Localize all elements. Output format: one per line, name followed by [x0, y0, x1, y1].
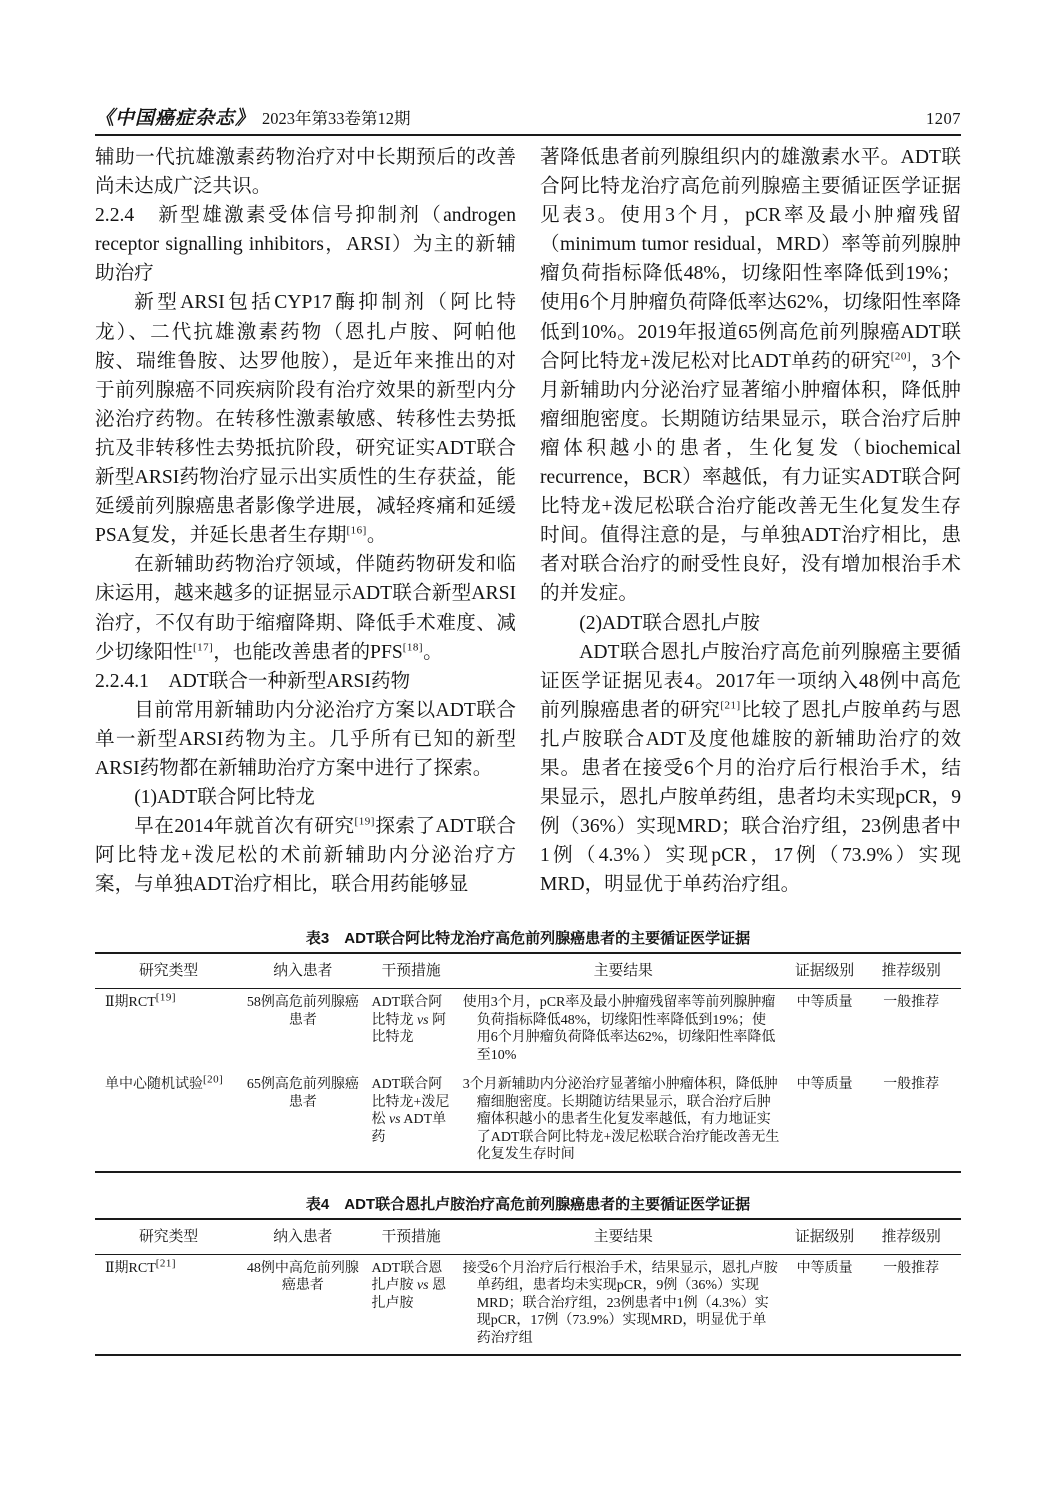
- vs-text: vs: [416, 1012, 429, 1028]
- citation-ref-16: [16]: [346, 524, 367, 537]
- right-column: [540, 143, 961, 930]
- paragraph-text: 新型ARSI包括CYP17酶抑制剂（阿比特龙）、二代抗雄激素药物（恩扎卢胺、阿帕他胺、瑞维鲁胺、达罗他胺），是近年来推出的对于前列腺癌不同疾病阶段有治疗效果的新型内分泌治疗药物。在转移性激素敏感、转移性去势抵抗及非转移性去势抵抗阶段，研究证实ADT联合新型ARSI药物治疗显示出实质性的生存获益，能延缓前列腺癌患者影像学进展，减轻疼痛和延缓PSA复发，并延长患者生存期: [95, 292, 516, 547]
- study-type-text: Ⅱ期RCT: [105, 995, 156, 1010]
- cell-recommendation-level: 一般推荐: [883, 995, 940, 1010]
- paragraph-text: 。: [423, 641, 443, 663]
- subheading-adt-enzalutamide: (2)ADT联合恩扎卢胺: [579, 612, 760, 634]
- intervention-arm-a: ADT联合阿比特龙+泼尼松: [371, 1077, 450, 1127]
- paragraph-arsi-intro: [95, 288, 516, 550]
- table4-title: 表4 ADT联合恩扎卢胺治疗高危前列腺癌患者的主要循证医学证据: [305, 1195, 751, 1213]
- table4-header-main-result: 主要结果: [459, 1219, 788, 1255]
- study-type-text: 单中心随机试验: [105, 1077, 203, 1092]
- cell-patients: 65例高危前列腺癌患者: [246, 1077, 359, 1110]
- table3-block: [95, 929, 961, 1173]
- table3-header-intervention: 干预措施: [363, 953, 458, 989]
- cell-recommendation-level: 一般推荐: [883, 1077, 940, 1092]
- intervention-arm-b: 恩扎卢胺: [371, 1278, 447, 1311]
- paragraph-continuation: 辅助一代抗雄激素药物治疗对中长期预后的改善尚未达成广泛共识。: [95, 147, 516, 198]
- cell-evidence-level: 中等质量: [796, 995, 853, 1010]
- table3: [95, 952, 961, 1173]
- cell-patients: 58例高危前列腺癌患者: [246, 995, 359, 1028]
- table3-header-patients: 纳入患者: [242, 953, 363, 989]
- paragraph-text: 早在2014年就首次有研究: [134, 816, 355, 838]
- cell-study-type: [95, 989, 242, 1072]
- left-column: [95, 143, 516, 930]
- cell-evidence-level: 中等质量: [796, 1077, 853, 1092]
- cell-study-type: [95, 1071, 242, 1172]
- paragraph-text: 比较了恩扎卢胺单药与恩扎卢胺联合ADT及度他雄胺的新辅助治疗的效果。患者在接受6个月的治疗后行根治手术，结果显示，恩扎卢胺单药组，患者均未实现pCR，9例（36%）实现MRD；联合治疗组，23例患者中1例（4.3%）实现pCR，17例（73.9%）实现MRD，明显优于单药治疗组。: [540, 699, 961, 896]
- citation-ref-18: [18]: [402, 641, 424, 654]
- intervention-arm-b: ADT单药: [371, 1112, 447, 1145]
- header-rule: [95, 134, 961, 136]
- citation-ref-21: [21]: [720, 699, 741, 712]
- intervention-arm-a: ADT联合恩扎卢胺: [371, 1260, 443, 1293]
- intervention-arm-b: 阿比特龙: [371, 1012, 447, 1045]
- cell-study-type: [95, 1254, 242, 1355]
- vs-text: vs: [388, 1112, 401, 1127]
- paragraph-text: 在新辅助药物治疗领域，伴随药物研发和临床运用，越来越多的证据显示ADT联合新型ARSI治疗，不仅有助于缩瘤降期、降低手术难度、减少切缘阳性: [95, 554, 516, 663]
- cell-patients: 48例中高危前列腺癌患者: [246, 1260, 359, 1293]
- table4-header-recommendation-level: 推荐级别: [861, 1219, 961, 1255]
- paragraph-text: ADT联合恩扎卢胺治疗高危前列腺癌主要循证医学证据见表4。2017年一项纳入48例中高危前列腺癌患者的研究: [540, 641, 961, 721]
- citation-ref-20: [20]: [890, 350, 912, 363]
- paragraph-enzalutamide-evidence: [540, 638, 961, 900]
- cell-main-result: 3个月新辅助内分泌治疗显著缩小肿瘤体积，降低肿瘤细胞密度。长期随访结果显示，联合治疗后肿瘤体积越小的患者生化复发率越低，有力地证实了ADT联合阿比特龙+泼尼松联合治疗能改善无生化复发生存时间: [462, 1077, 780, 1162]
- running-head: [95, 103, 961, 130]
- cell-main-result: 使用3个月，pCR率及最小肿瘤残留率等前列腺肿瘤负荷指标降低48%，切缘阳性率降低到19%；使用6个月肿瘤负荷降低率达62%，切缘阳性率降低至10%: [462, 995, 776, 1063]
- table4-header-intervention: 干预措施: [363, 1219, 458, 1255]
- citation-ref-19: [19]: [354, 815, 375, 828]
- subheading-adt-abiraterone: (1)ADT联合阿比特龙: [134, 787, 315, 809]
- cell-main-result: 接受6个月治疗后行根治手术，结果显示，恩扎卢胺单药组，患者均未实现pCR，9例（36%）实现MRD；联合治疗组，23例患者中1例（4.3%）实现pCR，17例（73.9%）实现MRD，明显优于单药治疗组: [462, 1260, 778, 1346]
- section-heading-2-2-4-1: 2.2.4.1 ADT联合一种新型ARSI药物: [95, 670, 411, 692]
- table4-block: [95, 1195, 961, 1357]
- study-type-text: Ⅱ期RCT: [105, 1260, 156, 1276]
- citation-ref-20: [20]: [203, 1073, 224, 1086]
- page-number: 1207: [926, 109, 961, 128]
- tables-section: [95, 929, 961, 1356]
- paragraph-text: 探索了ADT联合阿比特龙+泼尼松的术前新辅助内分泌治疗方案，与单独ADT治疗相比，联合用药能够显: [95, 816, 517, 896]
- table4-header-study-type: 研究类型: [95, 1219, 242, 1255]
- paragraph-text: ，也能改善患者的PFS: [213, 641, 403, 663]
- cell-evidence-level: 中等质量: [796, 1260, 853, 1276]
- cell-intervention: [363, 1254, 458, 1355]
- vs-text: vs: [416, 1278, 429, 1293]
- table3-title: 表3 ADT联合阿比特龙治疗高危前列腺癌患者的主要循证医学证据: [305, 930, 751, 947]
- table3-header-study-type: 研究类型: [95, 953, 242, 989]
- table-row: [95, 1254, 961, 1355]
- section-heading-2-2-4: 2.2.4 新型雄激素受体信号抑制剂（androgen receptor signalling inhibitors，ARSI）为主的新辅助治疗: [95, 205, 516, 285]
- paragraph-abiraterone-evidence: [540, 143, 961, 609]
- table-row: [95, 989, 961, 1072]
- journal-title: 《中国癌症杂志》: [95, 108, 256, 129]
- paragraph-neoadjuvant-evidence: [95, 550, 516, 666]
- table4-header-patients: 纳入患者: [242, 1219, 363, 1255]
- paragraph-text: 。: [366, 525, 387, 547]
- table-row: [95, 1071, 961, 1172]
- cell-intervention: [363, 1071, 458, 1172]
- journal-issue: 2023年第33卷第12期: [262, 109, 411, 128]
- intervention-arm-a: ADT联合阿比特龙: [371, 995, 443, 1028]
- citation-ref-21: [21]: [155, 1256, 177, 1269]
- table3-header-main-result: 主要结果: [459, 953, 788, 989]
- table3-header-recommendation-level: 推荐级别: [861, 953, 961, 989]
- cell-intervention: [363, 989, 458, 1072]
- cell-recommendation-level: 一般推荐: [883, 1260, 940, 1276]
- body-columns: [95, 143, 961, 930]
- citation-ref-17: [17]: [192, 641, 214, 654]
- paragraph-text: 著降低患者前列腺组织内的雄激素水平。ADT联合阿比特龙治疗高危前列腺癌主要循证医学证据见表3。使用3个月，pCR率及最小肿瘤残留（minimum tumor residual，MRD）率等前列腺肿瘤负荷指标降低48%，切缘阳性率降低到19%；使用6个月肿瘤负荷降低率达62%，切缘阳性率降低到10%。2019年报道65例高危前列腺癌ADT联合阿比特龙+泼尼松对比ADT单药的研究: [540, 147, 961, 372]
- table3-header-row: [95, 953, 961, 989]
- paragraph-text: ，3个月新辅助内分泌治疗显著缩小肿瘤体积，降低肿瘤细胞密度。长期随访结果显示，联合治疗后肿瘤体积越小的患者，生化复发（biochemical recurrence，BCR）率越低，有力证实ADT联合阿比特龙+泼尼松联合治疗能改善无生化复发生存时间。值得注意的是，与单独ADT治疗相比，患者对联合治疗的耐受性良好，没有增加根治手术的并发症。: [540, 350, 961, 605]
- table3-header-evidence-level: 证据级别: [788, 953, 862, 989]
- paragraph-current-regimens: 目前常用新辅助内分泌治疗方案以ADT联合单一新型ARSI药物为主。几乎所有已知的新型ARSI药物都在新辅助治疗方案中进行了探索。: [95, 699, 516, 779]
- paragraph-2014-study: [95, 812, 516, 899]
- table4: [95, 1218, 961, 1357]
- table4-header-row: [95, 1219, 961, 1255]
- table4-header-evidence-level: 证据级别: [788, 1219, 862, 1255]
- citation-ref-19: [19]: [155, 991, 177, 1004]
